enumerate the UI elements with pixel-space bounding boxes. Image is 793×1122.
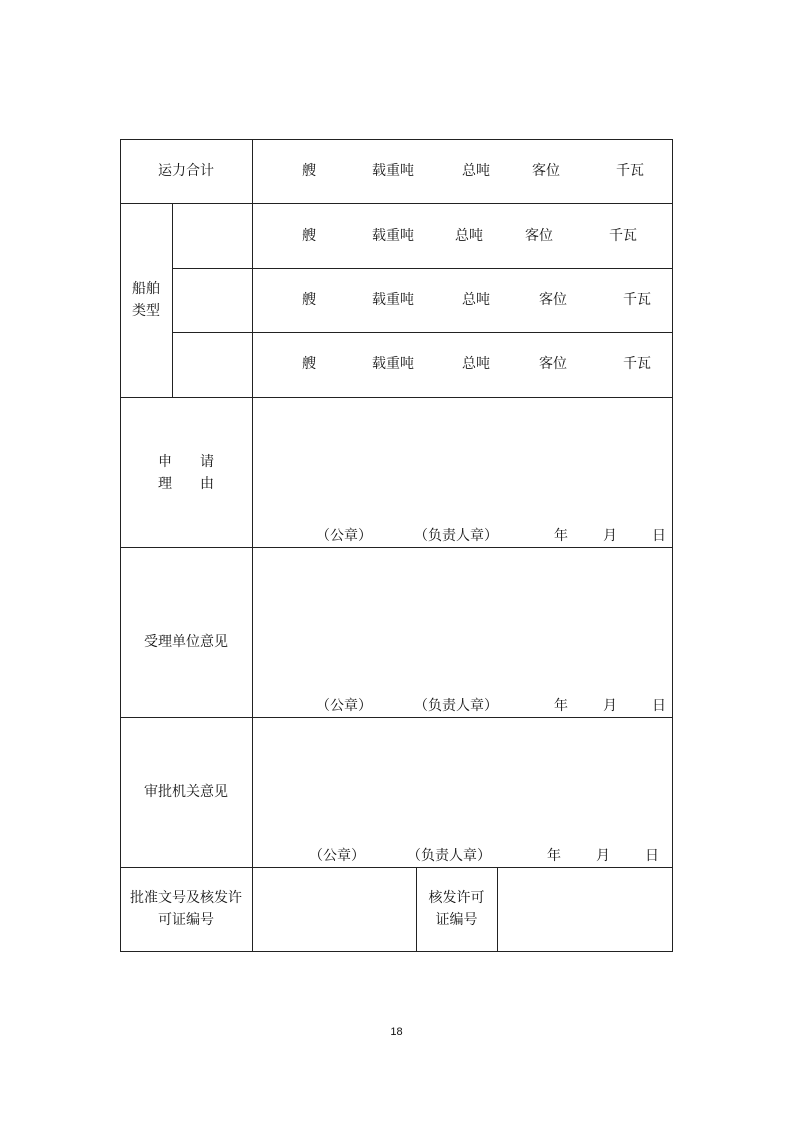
accepting-unit-opinion-label: 受理单位意见 [144, 634, 228, 650]
license-number-label-line1: 核发许可 [428, 890, 485, 906]
approval-doc-label-line2: 可证编号 [158, 912, 214, 928]
license-number-label-line2: 证编号 [435, 912, 478, 928]
unit-deadweight-tons: 载重吨 [372, 292, 414, 308]
unit-deadweight-tons: 载重吨 [372, 356, 414, 372]
page-number: 18 [390, 1026, 403, 1038]
unit-passenger-seats: 客位 [525, 228, 553, 244]
application-reason-label-line1: 申 请 [158, 454, 214, 470]
unit-gross-tons: 总吨 [462, 292, 490, 308]
day-label: 日 [645, 848, 659, 864]
application-reason-field[interactable] [260, 405, 665, 523]
column-divider [172, 203, 173, 397]
official-seal-label: （公章） [316, 698, 372, 714]
accepting-unit-opinion-field[interactable] [260, 555, 665, 693]
row-divider [120, 547, 673, 548]
table-border-right [672, 139, 673, 952]
month-label: 月 [603, 528, 617, 544]
unit-gross-tons: 总吨 [462, 356, 490, 372]
vessel-type-label-line1: 船舶 [132, 281, 160, 297]
day-label: 日 [652, 698, 666, 714]
application-reason-label-line2: 理 由 [158, 476, 214, 492]
unit-deadweight-tons: 载重吨 [372, 163, 414, 179]
year-label: 年 [547, 848, 561, 864]
official-seal-label: （公章） [316, 528, 372, 544]
column-divider [497, 867, 498, 952]
row-divider [120, 717, 673, 718]
unit-ships: 艘 [302, 292, 316, 308]
unit-gross-tons: 总吨 [462, 163, 490, 179]
unit-kilowatts: 千瓦 [609, 228, 637, 244]
row-divider [120, 203, 673, 204]
row-divider [172, 332, 673, 333]
unit-passenger-seats: 客位 [539, 292, 567, 308]
person-in-charge-seal-label: （负责人章） [414, 698, 498, 714]
unit-kilowatts: 千瓦 [623, 292, 651, 308]
month-label: 月 [596, 848, 610, 864]
column-divider [252, 139, 253, 952]
row-divider [120, 867, 673, 868]
table-border-left [120, 139, 121, 952]
vessel-type-label-line2: 类型 [132, 303, 160, 319]
approval-authority-opinion-label: 审批机关意见 [144, 784, 228, 800]
unit-ships: 艘 [302, 356, 316, 372]
person-in-charge-seal-label: （负责人章） [414, 528, 498, 544]
table-border-top [120, 139, 673, 140]
unit-deadweight-tons: 载重吨 [372, 228, 414, 244]
month-label: 月 [603, 698, 617, 714]
approval-doc-label-line1: 批准文号及核发许 [130, 890, 242, 906]
row-divider [172, 268, 673, 269]
year-label: 年 [554, 698, 568, 714]
unit-gross-tons: 总吨 [455, 228, 483, 244]
unit-kilowatts: 千瓦 [623, 356, 651, 372]
column-divider [416, 867, 417, 952]
unit-kilowatts: 千瓦 [616, 163, 644, 179]
person-in-charge-seal-label: （负责人章） [407, 848, 491, 864]
application-form-table [120, 139, 673, 952]
year-label: 年 [554, 528, 568, 544]
day-label: 日 [652, 528, 666, 544]
unit-passenger-seats: 客位 [532, 163, 560, 179]
capacity-total-label: 运力合计 [158, 163, 214, 179]
unit-ships: 艘 [302, 163, 316, 179]
table-border-bottom [120, 951, 673, 952]
official-seal-label: （公章） [309, 848, 365, 864]
unit-ships: 艘 [302, 228, 316, 244]
row-divider [120, 397, 673, 398]
unit-passenger-seats: 客位 [539, 356, 567, 372]
approval-authority-opinion-field[interactable] [260, 725, 665, 843]
